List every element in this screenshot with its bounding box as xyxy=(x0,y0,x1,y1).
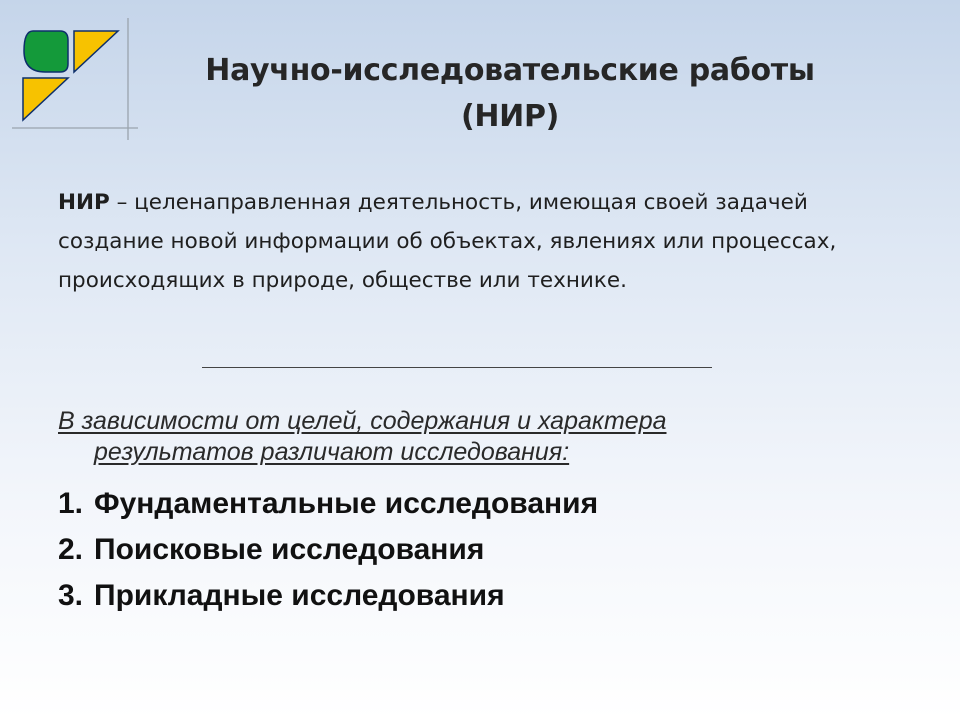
list-item-number: 2. xyxy=(58,533,84,566)
definition-term: НИР xyxy=(58,190,110,215)
definition-text: – целенаправленная деятельность, имеющая своей задачей создание новой информации об объектах, явлениях или процессах, происходящих в природе, обществе или технике. xyxy=(58,190,837,293)
list-item-label: Фундаментальные исследования xyxy=(94,487,599,520)
list-item-label: Прикладные исследования xyxy=(94,579,505,612)
slide-title xyxy=(130,48,890,140)
list-item-number: 3. xyxy=(58,579,84,612)
list-item xyxy=(58,481,598,527)
list-item-number: 1. xyxy=(58,487,84,520)
intro-line-2: результатов различают исследования: xyxy=(94,438,570,466)
intro-line-1: В зависимости от целей, содержания и характера xyxy=(58,407,667,435)
divider-line xyxy=(202,367,712,368)
title-line-1: Научно-исследовательские работы xyxy=(205,53,815,88)
classification-intro xyxy=(58,406,878,468)
list-item xyxy=(58,573,598,619)
research-types-list xyxy=(58,481,598,619)
list-item xyxy=(58,527,598,573)
definition-paragraph xyxy=(58,183,918,300)
list-item-label: Поисковые исследования xyxy=(94,533,485,566)
logo-icon xyxy=(0,0,150,150)
title-line-2: (НИР) xyxy=(460,99,560,134)
